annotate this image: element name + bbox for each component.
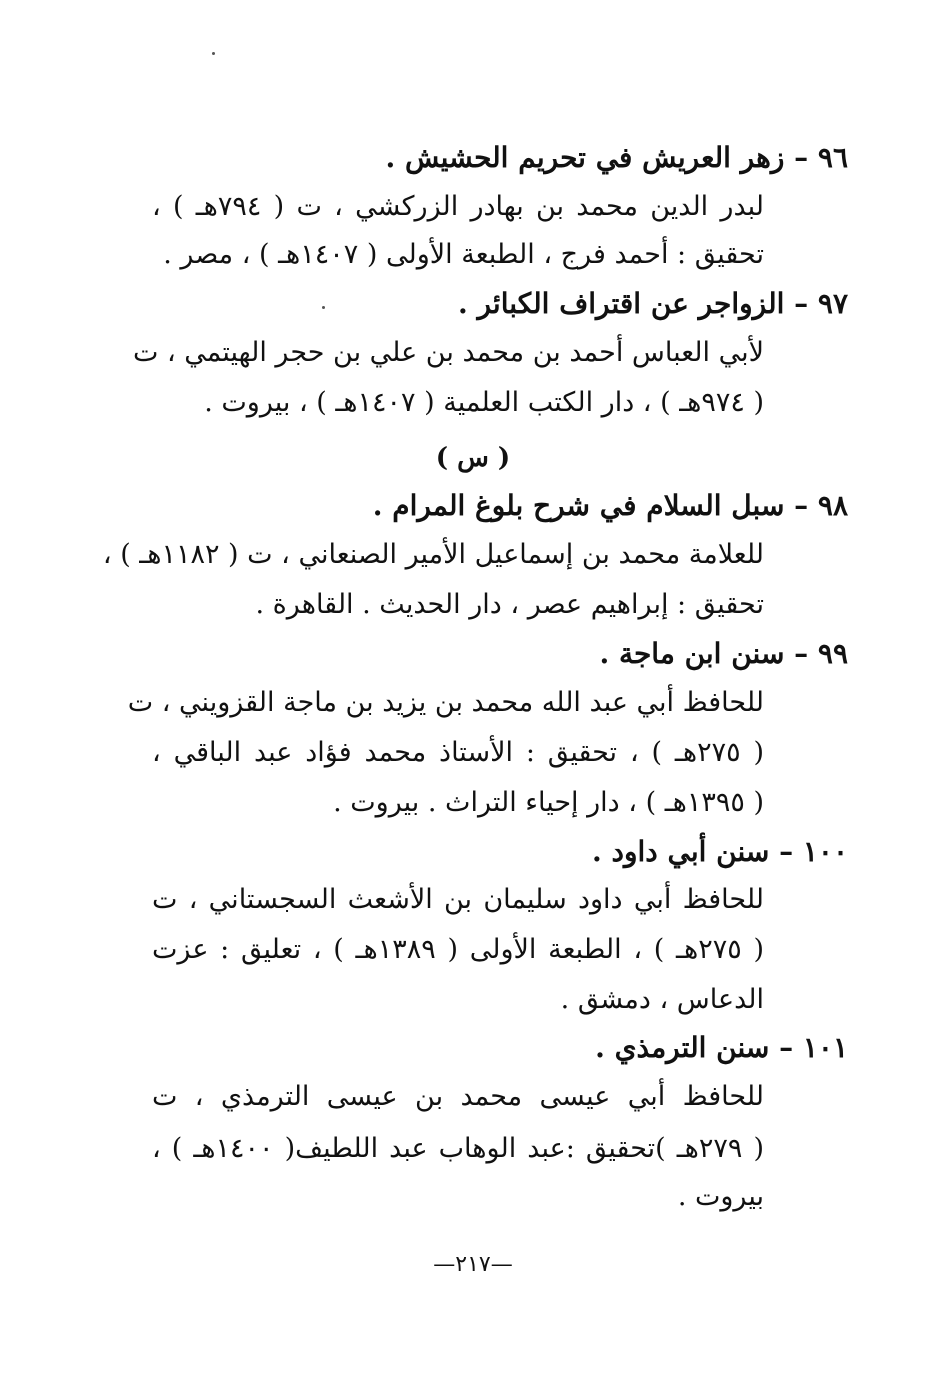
page-number: —٢١٧— bbox=[433, 1252, 513, 1277]
entry-line: ( ١٣٩٥هـ ) ، دار إحياء التراث . بيروت . bbox=[333, 787, 764, 818]
entry-line: للحافظ أبي عبد الله محمد بن يزيد بن ماجة القزويني ، ت bbox=[127, 687, 764, 718]
entry-line: لأبي العباس أحمد بن محمد بن علي بن حجر الهيتمي ، ت bbox=[132, 337, 764, 368]
entry-heading-97: ٩٧ – الزواجر عن اقتراف الكبائر . bbox=[457, 287, 848, 320]
entry-heading-100: ١٠٠ – سنن أبي داود . bbox=[592, 835, 848, 868]
entry-line: الدعاس ، دمشق . bbox=[560, 984, 764, 1015]
entry-line: لبدر الدين محمد بن بهادر الزركشي ، ت ( ٧٩٤هـ ) ، bbox=[152, 191, 765, 222]
scan-speck bbox=[212, 52, 215, 55]
entry-line: ( ٢٧٥هـ ) ، الطبعة الأولى ( ١٣٨٩هـ ) ، تعليق : عزت bbox=[152, 934, 764, 965]
entry-line: ( ٢٧٥هـ ) ، تحقيق : الأستاذ محمد فؤاد عبد الباقي ، bbox=[152, 737, 764, 768]
entry-line: للعلامة محمد بن إسماعيل الأمير الصنعاني ، ت ( ١١٨٢هـ ) ، bbox=[102, 539, 764, 570]
entry-heading-98: ٩٨ – سبل السلام في شرح بلوغ المرام . bbox=[372, 489, 848, 522]
entry-heading-99: ٩٩ – سنن ابن ماجة . bbox=[599, 637, 848, 670]
entry-line: تحقيق : أحمد فرج ، الطبعة الأولى ( ١٤٠٧هـ ) ، مصر . bbox=[163, 239, 764, 270]
entry-line: ( ٢٧٩هـ )تحقيق :عبد الوهاب عبد اللطيف( ١٤٠٠هـ ) ، bbox=[152, 1133, 765, 1164]
entry-line: تحقيق : إبراهيم عصر ، دار الحديث . القاهرة . bbox=[255, 589, 764, 620]
entry-heading-96: ٩٦ – زهر العريش في تحريم الحشيش . bbox=[385, 141, 848, 174]
entry-line: ( ٩٧٤هـ ) ، دار الكتب العلمية ( ١٤٠٧هـ ) ، بيروت . bbox=[204, 387, 764, 418]
entry-heading-101: ١٠١ – سنن الترمذي . bbox=[595, 1031, 848, 1064]
scan-speck bbox=[322, 306, 325, 309]
entry-line: للحافظ أبي داود سليمان بن الأشعث السجستاني ، ت bbox=[152, 884, 764, 915]
entry-line: بيروت . bbox=[677, 1181, 764, 1212]
section-letter: ( س ) bbox=[435, 443, 511, 473]
entry-line: للحافظ أبي عيسى محمد بن عيسى الترمذي ، ت bbox=[152, 1081, 764, 1112]
